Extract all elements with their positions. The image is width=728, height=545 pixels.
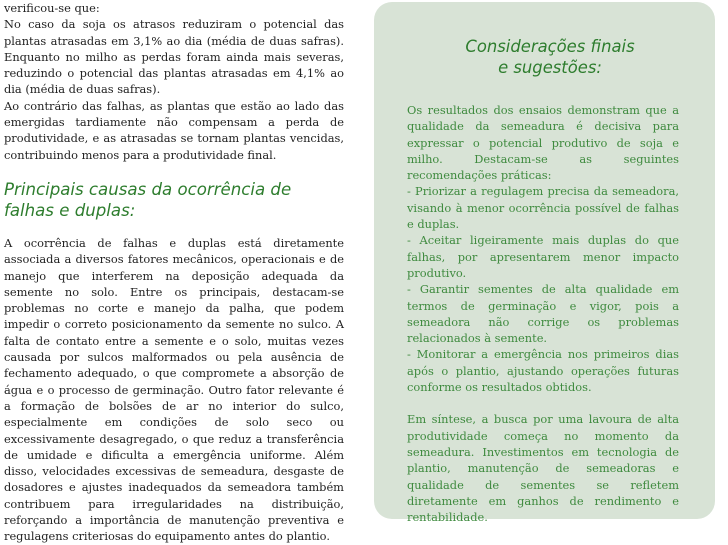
intro-fragment: verificou-se que: — [4, 1, 100, 15]
box-body — [407, 102, 679, 525]
box-conclusion-paragraph: Em síntese, a busca por uma lavoura de alta produtividade começa no momento da semeadura. Investimentos em tecnologia de plantio, manutenção de semeadoras e qualidade de sementes se refletem diretamente em ganhos de rendimento e rentabilidade. — [407, 412, 679, 525]
recommendation-item: - Aceitar ligeiramente mais duplas do que falhas, por apresentarem menor impacto produtivo. — [407, 233, 679, 280]
section-heading: Principais causas da ocorrência de falhas e duplas: — [4, 179, 292, 220]
box-title — [407, 36, 715, 78]
late-plants-paragraph: Ao contrário das falhas, as plantas que estão ao lado das emergidas tardiamente não compensam a perda de produtividade, e as atrasadas se tornam plantas vencidas, contribuindo menos para a produtividade final. — [4, 98, 344, 162]
soy-corn-delay-paragraph: No caso da soja os atrasos reduziram o potencial das plantas atrasadas em 3,1% ao dia (média de duas safras). Enquanto no milho as perdas foram ainda mais severas, reduzindo o potencial das plantas atrasadas em 4,1% ao dia (média de duas safras). — [4, 17, 344, 97]
recommendation-item: - Garantir sementes de alta qualidade em termos de germinação e vigor, pois a semeadora não corrige os problemas relacionados à semente. — [407, 282, 679, 346]
recommendation-item: - Priorizar a regulagem precisa da semeadora, visando à menor ocorrência possível de falhas e duplas. — [407, 184, 679, 232]
causes-paragraph: A ocorrência de falhas e duplas está diretamente associada a diversos fatores mecânicos, operacionais e de manejo que interferem na deposição adequada da semente no solo. Entre os principais, destacam-se problemas no corte e manejo da palha, que podem impedir o correto posicionamento da semente no sulco. A falta de contato entre a semente e o solo, muitas vezes causada por sulcos malformados ou pela ausência de fechamento adequado, o que compromete a absorção de água e o processo de germinação. Outro fator relevante é a formação de bolsões de ar no interior do sulco, especialmente em condições de solo seco ou excessivamente desagregado, o que reduz a transferência de umidade e dificulta a emergência uniforme. Além disso, velocidades excessivas de semeadura, desgaste de dosadores e ajustes inadequados da semeadora também contribuem para irregularidades na distribuição, reforçando a importância de manutenção preventiva e regulagens criteriosas do equipamento antes do plantio. — [4, 235, 344, 544]
recommendation-item: - Monitorar a emergência nos primeiros dias após o plantio, ajustando operações futuras conforme os resultados obtidos. — [407, 347, 679, 395]
box-title-line-1: Considerações finais — [465, 37, 635, 56]
final-considerations-box — [374, 2, 715, 525]
left-column — [4, 0, 344, 545]
box-title-line-2: e sugestões: — [498, 58, 602, 77]
paragraph-spacer — [407, 395, 679, 411]
box-intro-paragraph: Os resultados dos ensaios demonstram que a qualidade da semeadura é decisiva para expressar o potencial produtivo de soja e milho. Destacam-se as seguintes recomendações práticas: — [407, 103, 679, 183]
